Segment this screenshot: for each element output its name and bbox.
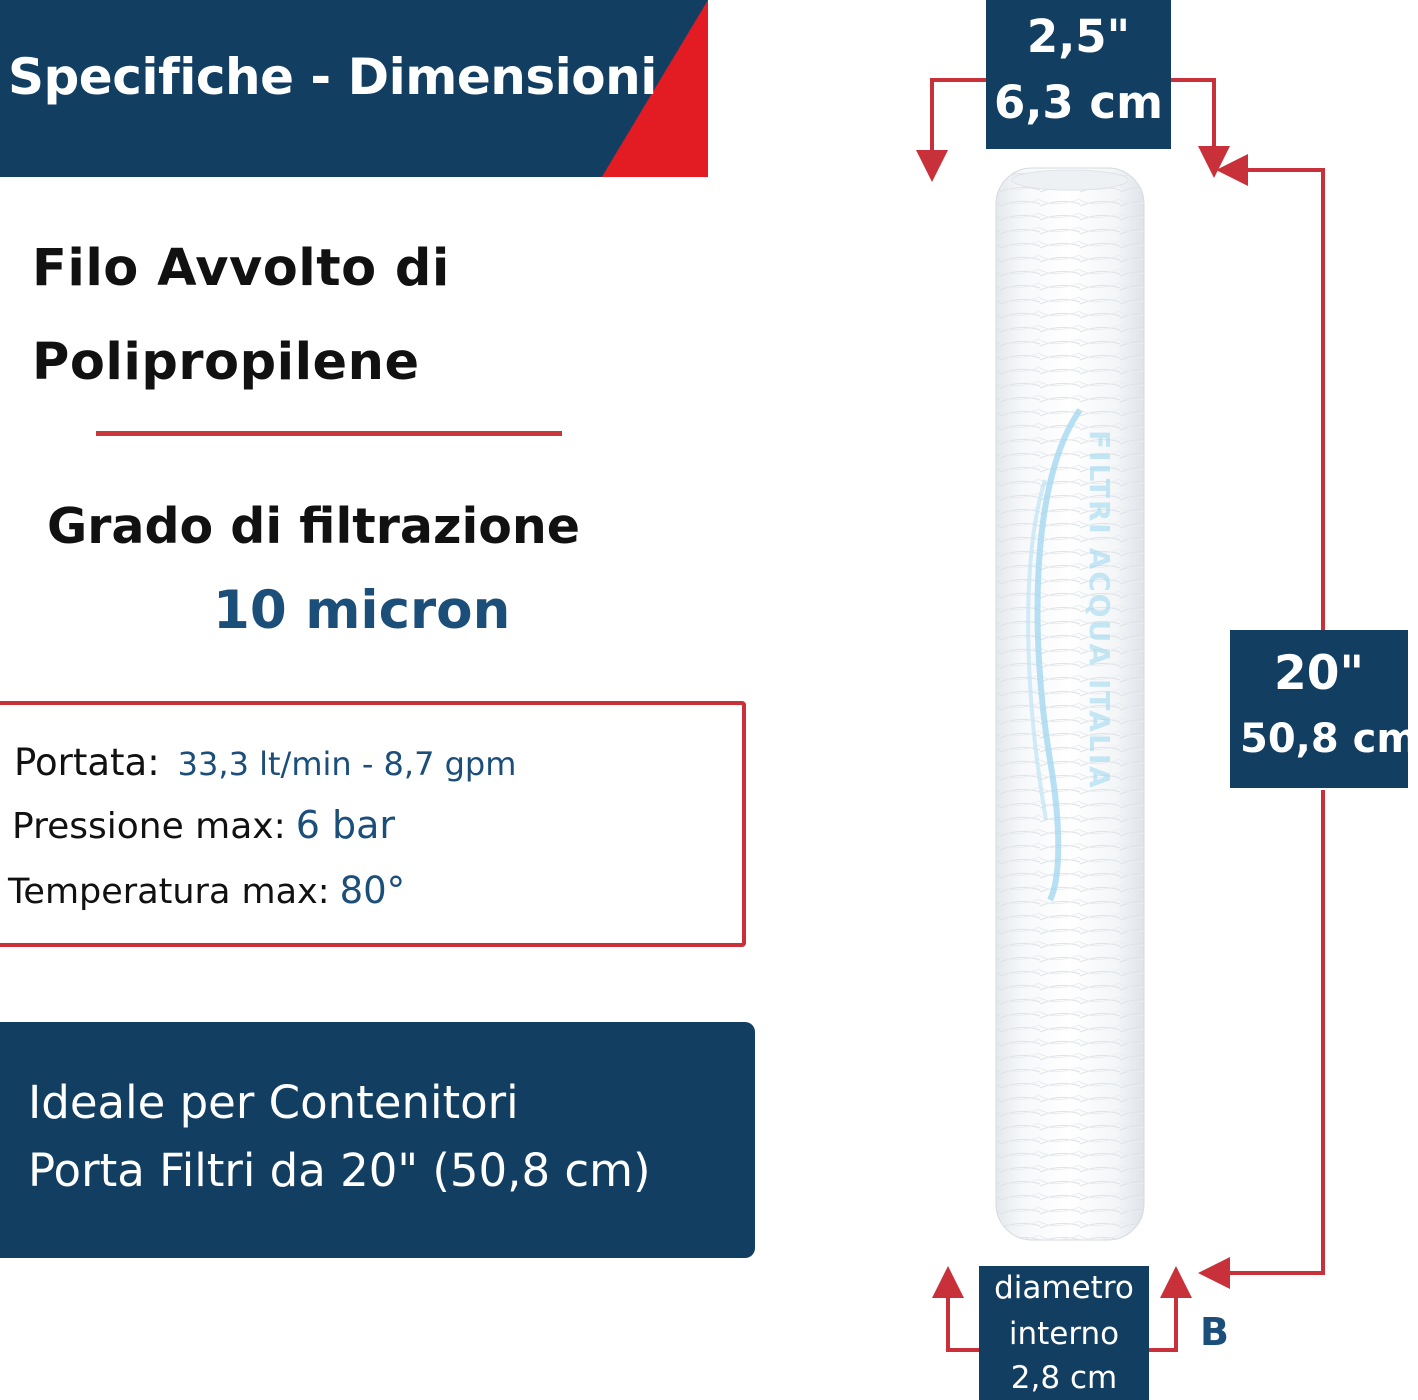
inner-diameter-marker: B (1200, 1310, 1229, 1354)
inner-diameter-label (979, 1266, 1149, 1400)
inner-line-2: interno (1008, 1316, 1120, 1352)
diameter-cm: 6,3 cm (994, 76, 1163, 129)
filter-cartridge (996, 168, 1144, 1240)
brand-watermark: FILTRI ACQUA ITALIA (1083, 430, 1116, 790)
page-title: Specifiche - Dimensioni (8, 48, 657, 106)
compatibility-line-1: Ideale per Contenitori (28, 1076, 519, 1129)
filtration-grade-value: 10 micron (213, 580, 511, 641)
diameter-inches: 2,5" (1026, 10, 1131, 63)
spec-label: Temperatura max: (8, 872, 330, 912)
spec-value: 80° (339, 869, 406, 912)
inner-line-3: 2,8 cm (1010, 1360, 1118, 1396)
diameter-label (986, 0, 1171, 149)
spec-label: Portata: (14, 741, 160, 784)
material-line-2: Polipropilene (32, 333, 420, 392)
filtration-grade-label: Grado di filtrazione (47, 498, 581, 555)
compatibility-line-2: Porta Filtri da 20" (50,8 cm) (28, 1144, 651, 1197)
spec-label: Pressione max: (12, 806, 286, 847)
length-label (1230, 630, 1418, 788)
length-cm: 50,8 cm (1240, 716, 1418, 762)
spec-value: 6 bar (295, 803, 396, 847)
spec-value: 33,3 lt/min - 8,7 gpm (177, 745, 517, 783)
length-inches: 20" (1274, 646, 1364, 701)
inner-line-1: diametro (994, 1270, 1134, 1306)
material-line-1: Filo Avvolto di (32, 239, 450, 298)
